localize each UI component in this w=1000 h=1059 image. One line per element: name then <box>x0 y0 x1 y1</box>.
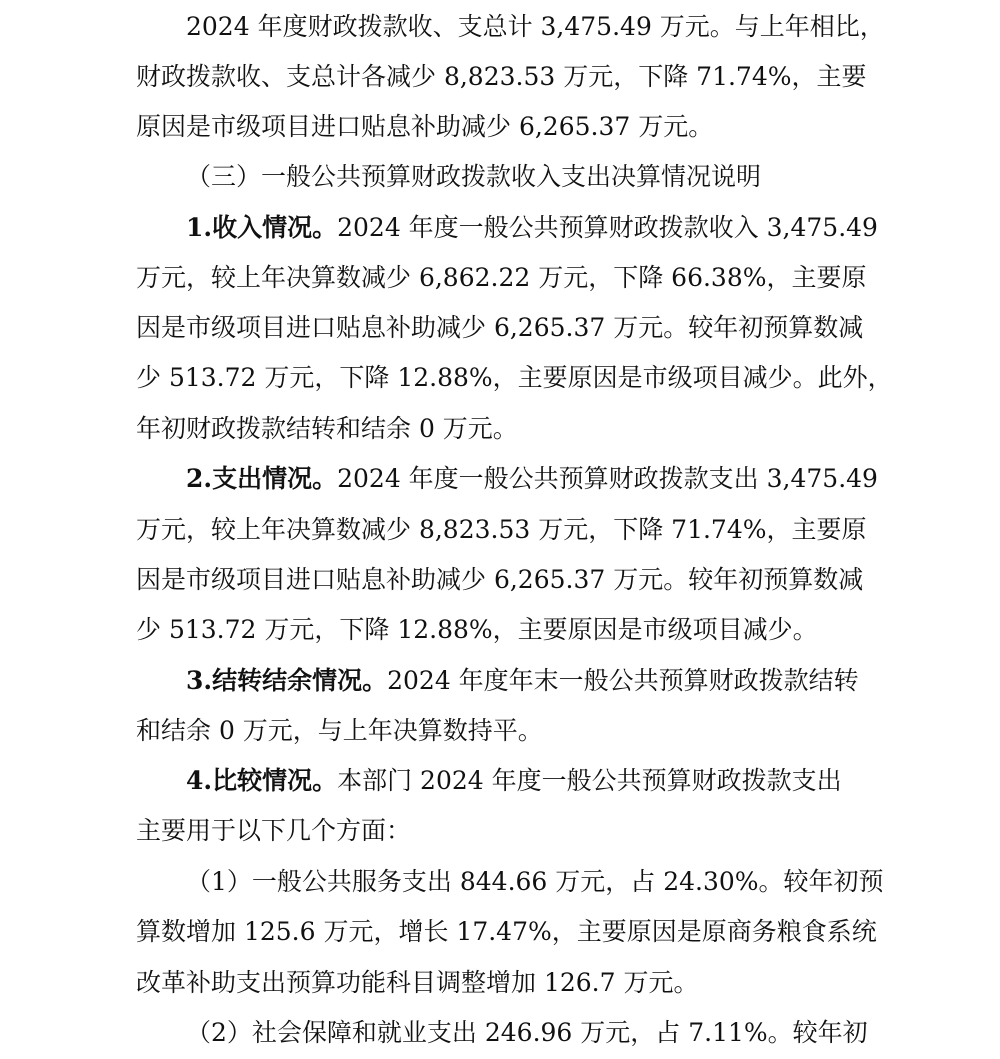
text-line-19: 算数增加 125.6 万元，增长 17.47%，主要原因是原商务粮食系统 <box>136 917 877 946</box>
section-heading: （三）一般公共预算财政拨款收入支出决算情况说明 <box>186 162 762 191</box>
expense-lead: 2.支出情况。 <box>186 464 338 493</box>
text-line-2: 财政拨款收、支总计各减少 8,823.53 万元，下降 71.74%，主要 <box>136 62 867 91</box>
text-line-1: 2024 年度财政拨款收、支总计 3,475.49 万元。与上年相比， <box>186 12 885 41</box>
text-line-3: 原因是市级项目进口贴息补助减少 6,265.37 万元。 <box>136 112 714 141</box>
text-line-8: 少 513.72 万元，下降 12.88%，主要原因是市级项目减少。此外， <box>136 363 893 392</box>
text-line-21: （2）社会保障和就业支出 246.96 万元，占 7.11%。较年初 <box>186 1018 868 1047</box>
expense-text: 2024 年度一般公共预算财政拨款支出 3,475.49 <box>337 464 878 493</box>
text-line-13: 少 513.72 万元，下降 12.88%，主要原因是市级项目减少。 <box>136 615 818 644</box>
text-line-6: 万元，较上年决算数减少 6,862.22 万元，下降 66.38%，主要原 <box>136 263 867 292</box>
comparison-lead: 4.比较情况。 <box>186 766 338 795</box>
carryover-text: 2024 年度年末一般公共预算财政拨款结转 <box>387 666 859 695</box>
text-line-11: 万元，较上年决算数减少 8,823.53 万元，下降 71.74%，主要原 <box>136 515 867 544</box>
text-line-17: 主要用于以下几个方面： <box>136 816 412 845</box>
paragraph-carryover-line-1 <box>186 656 859 706</box>
text-line-7: 因是市级项目进口贴息补助减少 6,265.37 万元。较年初预算数减 <box>136 313 864 342</box>
income-lead: 1.收入情况。 <box>186 213 338 242</box>
text-line-12: 因是市级项目进口贴息补助减少 6,265.37 万元。较年初预算数减 <box>136 565 864 594</box>
carryover-lead: 3.结转结余情况。 <box>186 666 388 695</box>
text-line-9: 年初财政拨款结转和结余 0 万元。 <box>136 414 518 443</box>
income-text: 2024 年度一般公共预算财政拨款收入 3,475.49 <box>337 213 878 242</box>
text-line-15: 和结余 0 万元，与上年决算数持平。 <box>136 716 543 745</box>
comparison-text: 本部门 2024 年度一般公共预算财政拨款支出 <box>337 766 842 795</box>
paragraph-income-line-1 <box>186 203 878 253</box>
text-line-18: （1）一般公共服务支出 844.66 万元，占 24.30%。较年初预 <box>186 867 884 896</box>
paragraph-expense-line-1 <box>186 454 878 504</box>
paragraph-comparison-line-1 <box>186 756 842 806</box>
text-line-20: 改革补助支出预算功能科目调整增加 126.7 万元。 <box>136 968 699 997</box>
